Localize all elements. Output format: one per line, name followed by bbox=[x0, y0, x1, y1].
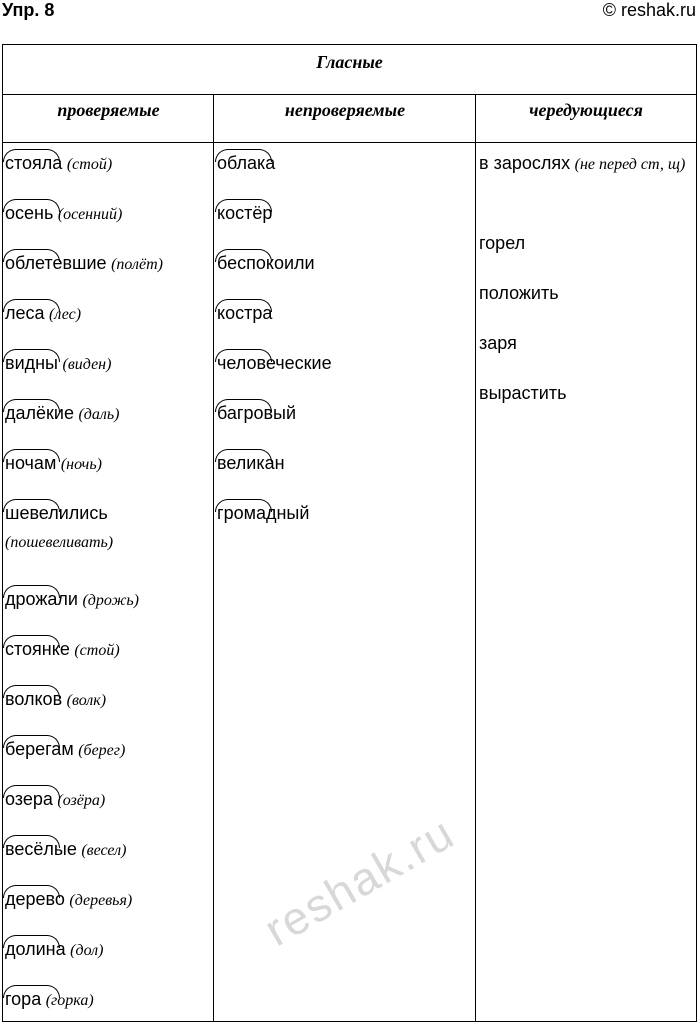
list-item bbox=[217, 149, 472, 199]
word: ночам bbox=[5, 453, 57, 473]
word: в зарослях bbox=[479, 153, 571, 173]
check-word: (волк) bbox=[66, 692, 107, 709]
check-word: (дрожь) bbox=[82, 592, 139, 609]
list-item bbox=[5, 399, 210, 449]
watermark-text: reshak.ru bbox=[255, 805, 464, 956]
list-item bbox=[217, 499, 472, 549]
list-item bbox=[5, 785, 210, 835]
list-item bbox=[5, 935, 210, 985]
check-word: (стой) bbox=[74, 642, 120, 659]
word: волков bbox=[5, 689, 63, 709]
column-checked bbox=[5, 149, 210, 1035]
list-item bbox=[479, 329, 694, 379]
list-item bbox=[479, 379, 694, 429]
word: весёлые bbox=[5, 839, 77, 859]
word: озера bbox=[5, 789, 53, 809]
word: осень bbox=[5, 203, 54, 223]
check-word: (весел) bbox=[81, 842, 127, 859]
list-item bbox=[5, 349, 210, 399]
word: далёкие bbox=[5, 403, 74, 423]
list-item bbox=[217, 399, 472, 449]
word: костёр bbox=[217, 203, 273, 223]
check-word: (деревья) bbox=[69, 892, 133, 909]
list-item bbox=[479, 229, 694, 279]
check-word: (ночь) bbox=[60, 456, 102, 473]
list-item bbox=[217, 249, 472, 299]
word: багровый bbox=[217, 403, 297, 423]
word: заря bbox=[479, 333, 517, 353]
word: вырастить bbox=[479, 383, 567, 403]
check-word: (дол) bbox=[70, 942, 104, 959]
word: облетевшие bbox=[5, 253, 107, 273]
list-item bbox=[217, 199, 472, 249]
word: стоянке bbox=[5, 639, 70, 659]
word: положить bbox=[479, 283, 559, 303]
column-divider bbox=[475, 95, 476, 1021]
list-item bbox=[217, 449, 472, 499]
word: долина bbox=[5, 939, 66, 959]
exercise-label: Упр. 8 bbox=[2, 0, 55, 20]
check-word: (озёра) bbox=[57, 792, 106, 809]
word: дерево bbox=[5, 889, 65, 909]
word: стояла bbox=[5, 153, 63, 173]
check-word: (осенний) bbox=[57, 206, 123, 223]
list-item bbox=[5, 449, 210, 499]
word: костра bbox=[217, 303, 273, 323]
check-word: (берег) bbox=[78, 742, 126, 759]
list-item bbox=[5, 149, 210, 199]
word: горел bbox=[479, 233, 526, 253]
list-item bbox=[5, 835, 210, 885]
word: человеческие bbox=[217, 353, 332, 373]
list-item bbox=[5, 735, 210, 785]
list-item bbox=[5, 199, 210, 249]
note: (не перед ст, щ) bbox=[574, 156, 686, 173]
column-header-unchecked: непроверяемые bbox=[284, 100, 406, 120]
list-item bbox=[217, 299, 472, 349]
column-unchecked bbox=[217, 149, 472, 549]
column-divider bbox=[213, 95, 214, 1021]
column-header-alternating: чередующиеся bbox=[529, 100, 643, 120]
list-item bbox=[5, 685, 210, 735]
check-word: (даль) bbox=[78, 406, 120, 423]
word: великан bbox=[217, 453, 285, 473]
word: громадный bbox=[217, 503, 310, 523]
list-item bbox=[5, 985, 210, 1035]
word: берегам bbox=[5, 739, 74, 759]
check-word: (пошевеливать) bbox=[5, 534, 114, 551]
table-title: Гласные bbox=[3, 45, 696, 95]
word: леса bbox=[5, 303, 45, 323]
list-item bbox=[5, 885, 210, 935]
column-header-checked: проверяемые bbox=[57, 100, 160, 120]
word: гора bbox=[5, 989, 42, 1009]
column-headers bbox=[3, 95, 696, 143]
check-word: (лес) bbox=[49, 306, 82, 323]
list-item bbox=[5, 499, 210, 585]
list-item bbox=[479, 149, 694, 229]
check-word: (горка) bbox=[45, 992, 94, 1009]
source-credit: © reshak.ru bbox=[602, 0, 696, 20]
list-item bbox=[5, 249, 210, 299]
list-item bbox=[5, 635, 210, 685]
check-word: (полёт) bbox=[111, 256, 163, 273]
list-item bbox=[217, 349, 472, 399]
check-word: (виден) bbox=[62, 356, 112, 373]
word: дрожали bbox=[5, 589, 78, 609]
check-word: (стой) bbox=[66, 156, 113, 173]
word: шевелились bbox=[5, 503, 108, 523]
list-item bbox=[5, 585, 210, 635]
word: облака bbox=[217, 153, 276, 173]
word: беспокоили bbox=[217, 253, 315, 273]
list-item bbox=[5, 299, 210, 349]
word: видны bbox=[5, 353, 58, 373]
list-item bbox=[479, 279, 694, 329]
column-alternating bbox=[479, 149, 694, 429]
